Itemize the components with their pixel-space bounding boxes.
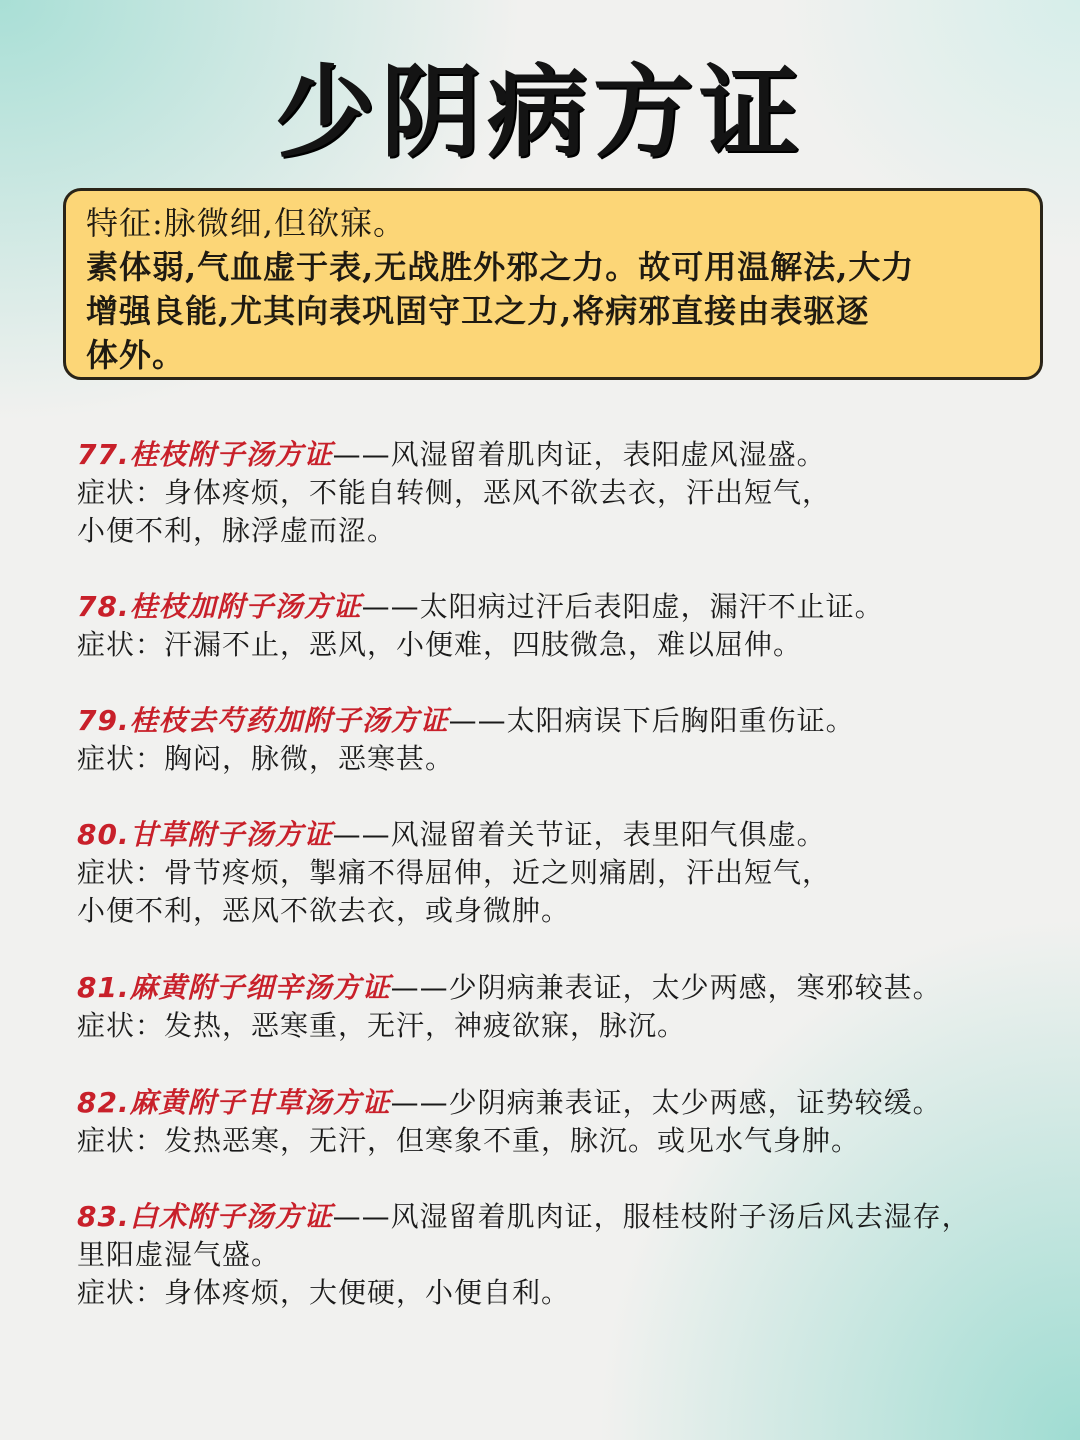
symptoms-line: 症状：发热恶寒，无汗，但寒象不重，脉沉。或见水气身肿。: [77, 1124, 861, 1157]
symptoms-line: 症状：胸闷，脉微，恶寒甚。: [77, 742, 455, 775]
page-title: 少阴病方证: [275, 53, 805, 171]
formula-heading: [77, 588, 1067, 626]
formula-description: ——风湿留着肌肉证，服桂枝附子汤后风去湿存，: [332, 1200, 971, 1233]
formula-title: 79.桂枝去芍药加附子汤方证: [77, 704, 449, 737]
formula-title: 83.白术附子汤方证: [77, 1200, 333, 1233]
formula-section-82: [77, 1084, 1067, 1160]
formula-heading: [77, 1198, 1067, 1236]
formula-description: ——风湿留着肌肉证，表阳虚风湿盛。: [332, 438, 826, 471]
formula-title: 78.桂枝加附子汤方证: [77, 590, 362, 623]
formula-section-79: [77, 702, 1067, 778]
summary-line-2: 增强良能,尤其向表巩固守卫之力,将病邪直接由表驱逐: [86, 292, 870, 330]
symptoms-line: 症状：骨节疼烦，掣痛不得屈伸，近之则痛剧，汗出短气，: [77, 856, 832, 889]
formula-section-81: [77, 969, 1067, 1045]
summary-line-1: 素体弱,气血虚于表,无战胜外邪之力。故可用温解法,大力: [86, 248, 915, 286]
symptoms-line: 症状：汗漏不止，恶风，小便难，四肢微急，难以屈伸。: [77, 628, 803, 661]
formula-description: ——太阳病过汗后表阳虚，漏汗不止证。: [361, 590, 884, 623]
feature-summary-box: [63, 188, 1043, 380]
formula-heading: [77, 702, 1067, 740]
symptoms-line: 症状：发热，恶寒重，无汗，神疲欲寐，脉沉。: [77, 1009, 687, 1042]
formula-title: 81.麻黄附子细辛汤方证: [77, 971, 391, 1004]
symptoms-line: 症状：身体疼烦，不能自转侧，恶风不欲去衣，汗出短气，: [77, 476, 832, 509]
formula-title: 82.麻黄附子甘草汤方证: [77, 1086, 391, 1119]
formula-title: 77.桂枝附子汤方证: [77, 438, 333, 471]
formula-section-80: [77, 816, 1067, 930]
summary-line-3: 体外。: [86, 336, 186, 374]
formula-heading: [77, 436, 1067, 474]
symptoms-line: 小便不利，脉浮虚而涩。: [77, 514, 397, 547]
formula-heading: [77, 1084, 1067, 1122]
formula-description: ——少阴病兼表证，太少两感，证势较缓。: [390, 1086, 942, 1119]
formula-section-83: [77, 1198, 1067, 1312]
formula-heading: [77, 816, 1067, 854]
formula-description: ——太阳病误下后胸阳重伤证。: [448, 704, 855, 737]
formula-description: ——少阴病兼表证，太少两感，寒邪较甚。: [390, 971, 942, 1004]
symptoms-line: 小便不利，恶风不欲去衣，或身微肿。: [77, 894, 571, 927]
feature-line: 特征:脉微细,但欲寐。: [86, 204, 406, 242]
symptoms-line: 症状：身体疼烦，大便硬，小便自利。: [77, 1276, 571, 1309]
formula-description-continued: 里阳虚湿气盛。: [77, 1238, 281, 1271]
formula-title: 80.甘草附子汤方证: [77, 818, 333, 851]
formula-section-77: [77, 436, 1067, 550]
formula-section-78: [77, 588, 1067, 664]
formula-heading: [77, 969, 1067, 1007]
formula-description: ——风湿留着关节证，表里阳气俱虚。: [332, 818, 826, 851]
